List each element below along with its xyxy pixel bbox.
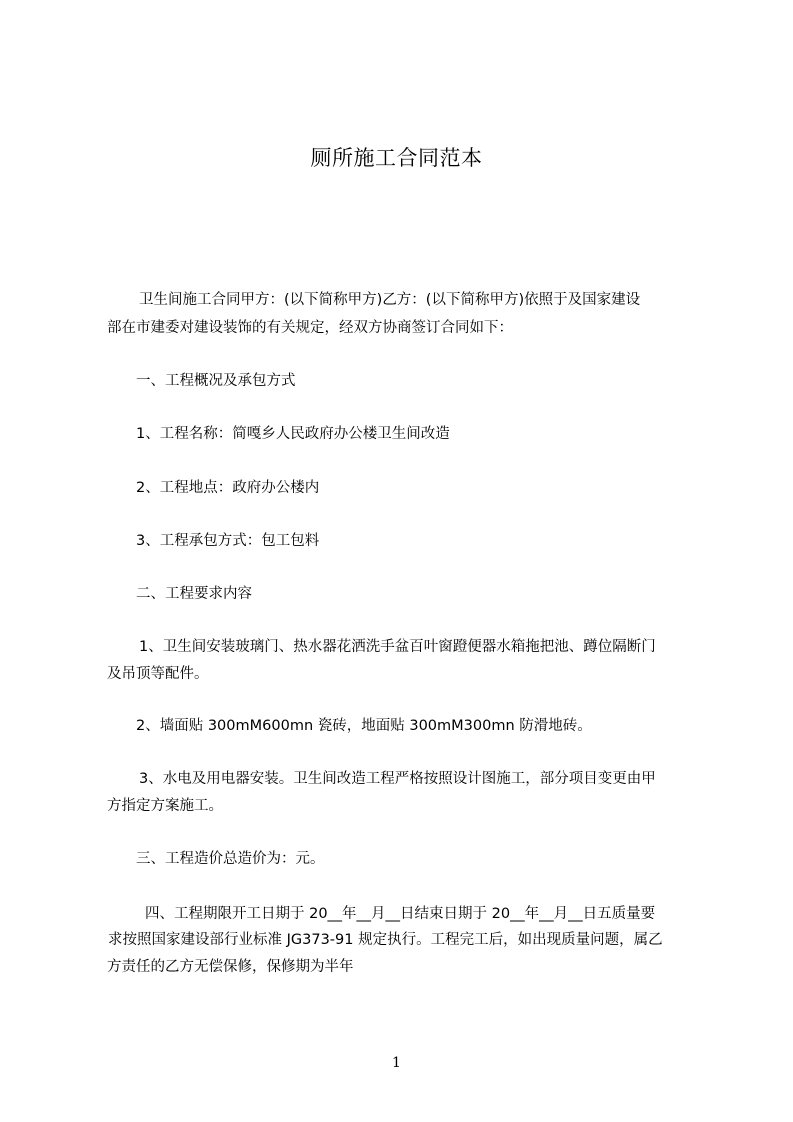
paragraph-line: 3、水电及用电器安装。卫生间改造工程严格按照设计图施工，部分项目变更由甲 [139,771,656,787]
paragraph-line: 及吊顶等配件。 [107,666,209,682]
paragraph-line: 2、墙面贴 300mM600mn 瓷砖，地面贴 300mM300mn 防滑地砖。 [136,718,592,734]
section-heading: 一、工程概况及承包方式 [136,373,296,389]
paragraph-line: 求按照国家建设部行业标准 JG373-91 规定执行。工程完工后，如出现质量问题，属乙 [108,932,663,948]
paragraph-line: 四、工程期限开工日期于 20__年__月__日结束日期于 20__年__月__日五质量要 [145,906,656,922]
paragraph-line: 卫生间施工合同甲方：(以下简称甲方)乙方：(以下简称甲方)依照于及国家建设 [139,292,641,308]
section-heading: 二、工程要求内容 [136,586,252,602]
section-heading: 三、工程造价总造价为：元。 [136,851,325,867]
page-number: 1 [392,1055,401,1071]
paragraph-line: 1、卫生间安装玻璃门、热水器花洒洗手盆百叶窗蹬便器水箱拖把池、蹲位隔断门 [139,639,656,655]
paragraph-line: 方指定方案施工。 [107,798,223,814]
paragraph-line: 3、工程承包方式：包工包料 [136,533,320,549]
paragraph-line: 1、工程名称：简嘎乡人民政府办公楼卫生间改造 [136,426,450,442]
paragraph-line: 部在市建委对建设装饰的有关规定，经双方协商签订合同如下： [107,320,513,336]
document-title: 厕所施工合同范本 [310,146,483,170]
paragraph-line: 方责任的乙方无偿保修，保修期为半年 [107,959,354,975]
paragraph-line: 2、工程地点：政府办公楼内 [136,480,320,496]
